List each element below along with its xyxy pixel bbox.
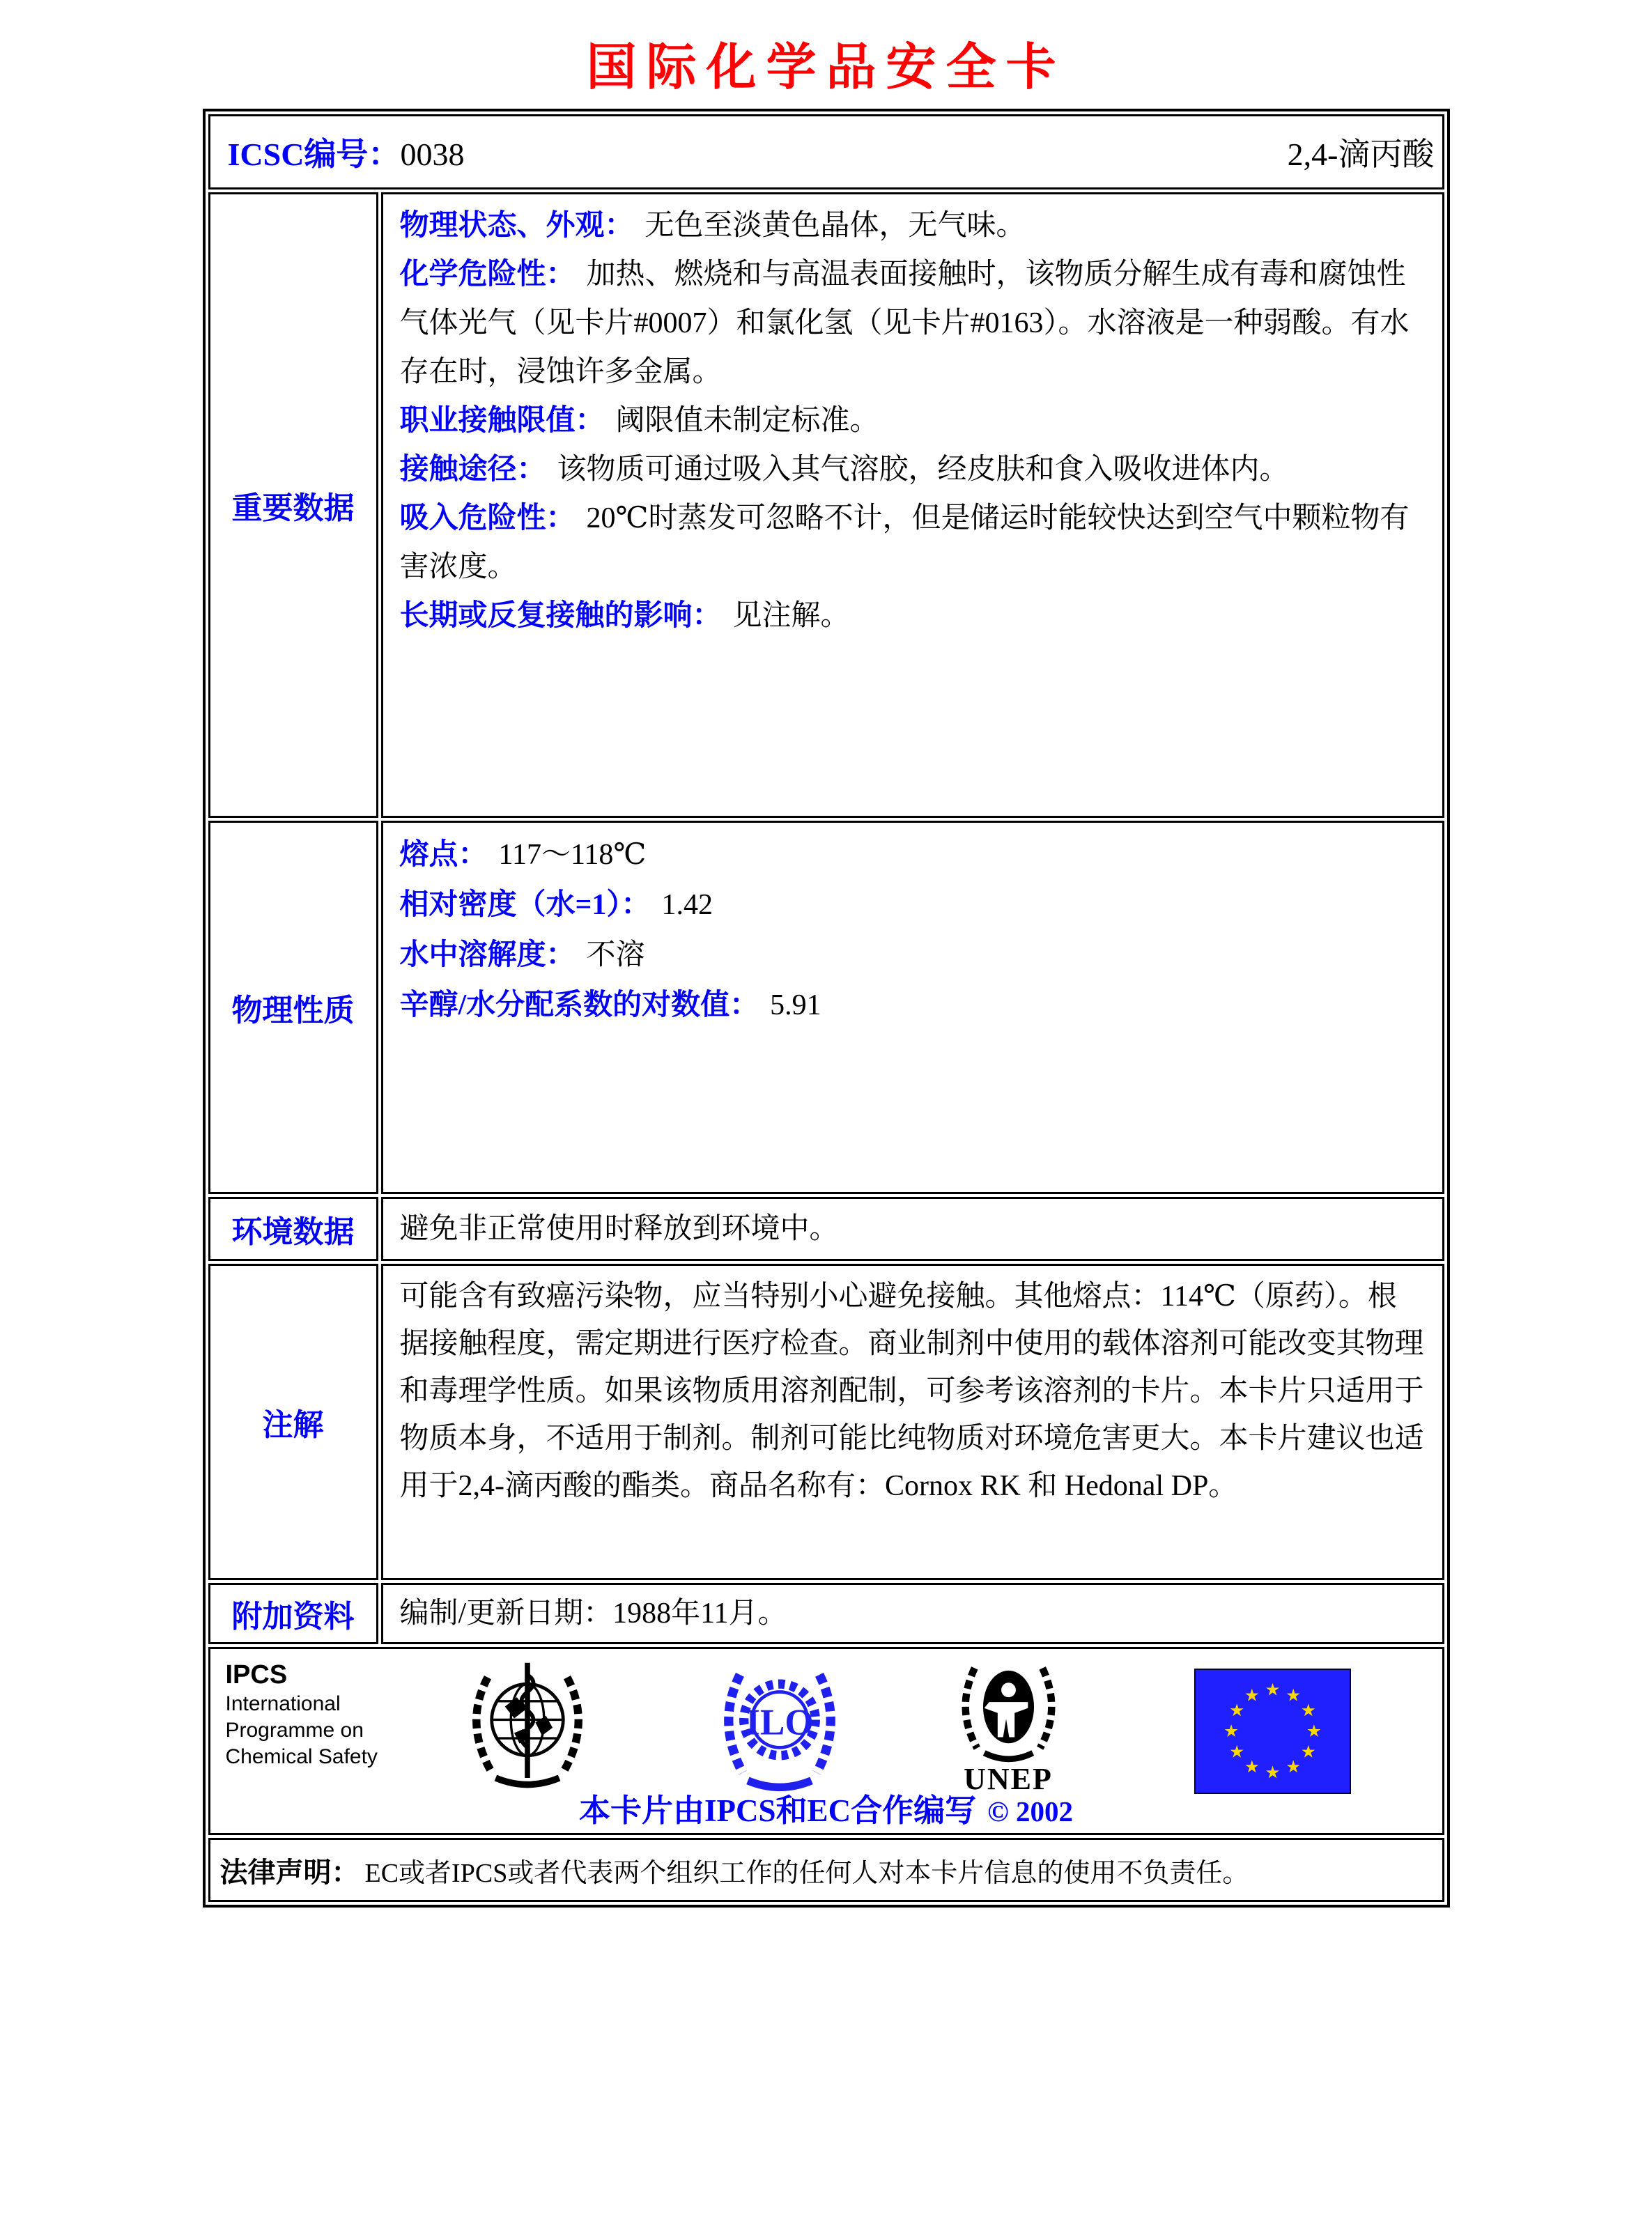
chemical-name: 2,4-滴丙酸 — [1287, 137, 1435, 172]
environmental-data-label: 环境数据 — [208, 1197, 378, 1261]
ipcs-acronym: IPCS — [225, 1660, 288, 1689]
copyright-text: © 2002 — [987, 1795, 1073, 1827]
physical-item: 熔点： 117～118℃ — [399, 839, 647, 871]
logos-row — [208, 1647, 1444, 1835]
logos-cell — [208, 1647, 1444, 1835]
notes-row — [208, 1264, 1444, 1580]
physical-properties-label: 物理性质 — [208, 821, 378, 1194]
additional-info-content: 编制/更新日期：1988年11月。 — [381, 1583, 1444, 1644]
physical-item: 水中溶解度： 不溶 — [399, 939, 645, 971]
important-item: 吸入危险性： 20℃时蒸发可忽略不计，但是储运时能较快达到空气中颗粒物有害浓度。 — [399, 502, 1410, 583]
notes-label: 注解 — [208, 1264, 378, 1580]
important-data-row — [208, 192, 1444, 818]
physical-properties-content — [381, 821, 1444, 1194]
icsc-card-table — [203, 109, 1450, 1908]
additional-info-label: 附加资料 — [208, 1583, 378, 1644]
environmental-data-row — [208, 1197, 1444, 1261]
legal-text: EC或者IPCS或者代表两个组织工作的任何人对本卡片信息的使用不负责任。 — [364, 1858, 1249, 1888]
icsc-number-group — [228, 129, 465, 175]
physical-item: 相对密度（水=1）： 1.42 — [399, 889, 713, 921]
ilo-logo-icon — [713, 1656, 846, 1799]
credit-text: 本卡片由IPCS和EC合作编写 — [579, 1793, 977, 1828]
page-title: 国际化学品安全卡 — [586, 40, 1066, 95]
important-item: 物理状态、外观： 无色至淡黄色晶体，无气味。 — [399, 210, 1026, 242]
eu-flag-icon — [1194, 1669, 1351, 1797]
important-item: 化学危险性： 加热、燃烧和与高温表面接触时，该物质分解生成有毒和腐蚀性气体光气（见卡片#0007）和氯化氢（见卡片#0163）。水溶液是一种弱酸。有水存在时，浸蚀许多金属。 — [399, 258, 1410, 388]
notes-content: 可能含有致癌污染物，应当特别小心避免接触。其他熔点：114℃（原药）。根据接触程度，需定期进行医疗检查。商业制剂中使用的载体溶剂可能改变其物理和毒理学性质。如果该物质用溶剂配制，可参考该溶剂的卡片。本卡片只适用于物质本身，不适用于制剂。制剂可能比纯物质对环境危害更大。本卡片建议也适用于2,4-滴丙酸的酯类。商品名称有：Cornox RK 和 Hedonal DP。 — [381, 1264, 1444, 1580]
important-data-label: 重要数据 — [208, 192, 378, 818]
important-item: 接触途径： 该物质可通过吸入其气溶胶，经皮肤和食入吸收进体内。 — [399, 454, 1289, 486]
important-item: 长期或反复接触的影响： 见注解。 — [399, 600, 850, 632]
physical-properties-row — [208, 821, 1444, 1194]
credit-line — [210, 1785, 1442, 1830]
environmental-data-content: 避免非正常使用时释放到环境中。 — [381, 1197, 1444, 1261]
important-data-content — [381, 192, 1444, 818]
legal-label: 法律声明： — [219, 1856, 360, 1888]
unep-caption: UNEP — [964, 1762, 1053, 1796]
icsc-number-label: ICSC编号： — [227, 137, 401, 172]
additional-info-row — [208, 1583, 1444, 1644]
legal-cell — [208, 1838, 1444, 1902]
legal-row — [208, 1838, 1444, 1902]
who-logo-icon — [461, 1656, 594, 1799]
ilo-letters: ILO — [745, 1701, 814, 1743]
ipcs-text-block: IPCS International Programme on Chemical Safety — [225, 1660, 378, 1768]
header-cell — [208, 114, 1444, 189]
unep-logo-icon — [948, 1656, 1070, 1796]
icsc-number-value: 0038 — [400, 137, 465, 172]
physical-item: 辛醇/水分配系数的对数值： 5.91 — [399, 989, 821, 1021]
important-item: 职业接触限值： 阈限值未制定标准。 — [399, 405, 879, 437]
header-row — [208, 114, 1444, 189]
